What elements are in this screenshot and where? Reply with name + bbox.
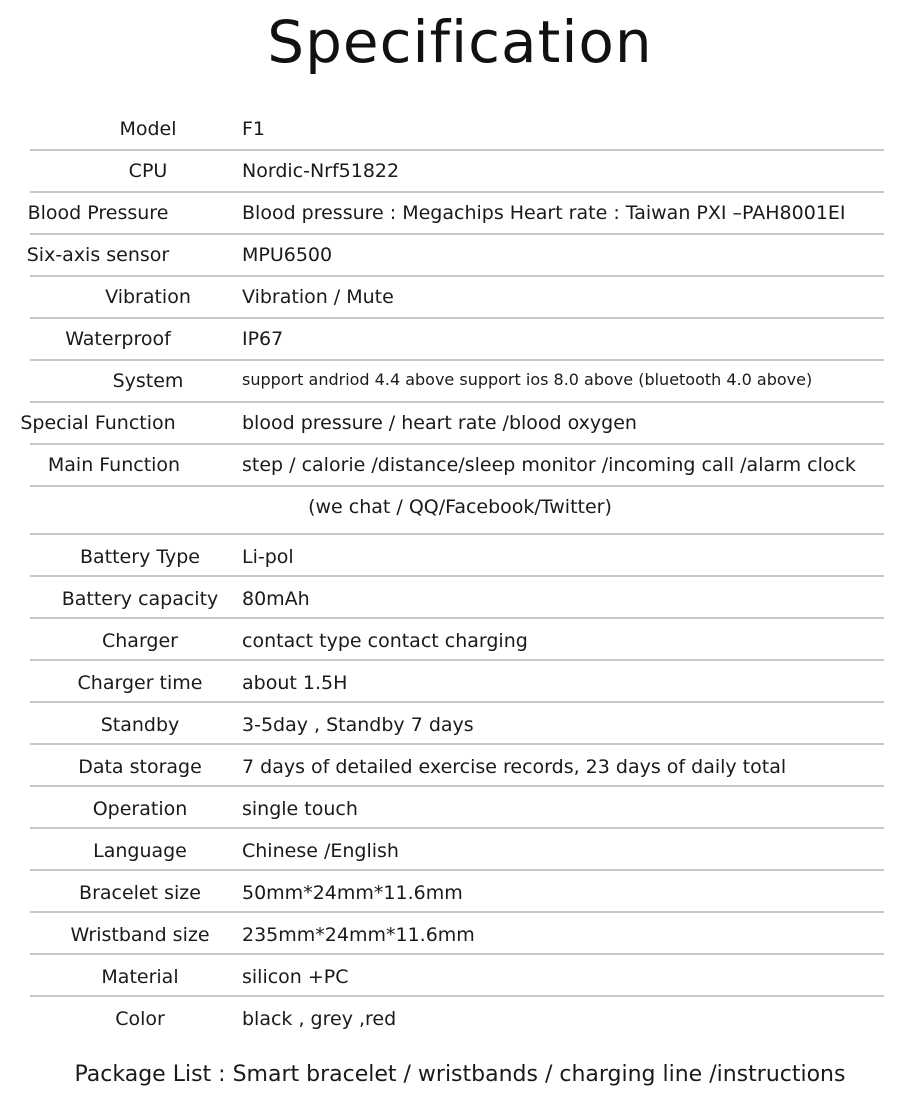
spec-label: Wristband size [70,924,210,946]
spec-value: Chinese /English [242,840,399,862]
spec-label: Special Function [20,412,176,434]
spec-value: IP67 [242,328,284,350]
spec-label: Battery capacity [61,588,219,610]
row-divider [30,869,884,871]
spec-value: Vibration / Mute [242,286,394,308]
spec-label: Battery Type [79,546,200,568]
spec-label: Material [101,966,179,988]
spec-value: Li-pol [242,546,294,568]
spec-value: single touch [242,798,358,820]
spec-label: System [112,370,184,392]
main-function-extra: (we chat / QQ/Facebook/Twitter) [308,496,612,518]
spec-label: Six-axis sensor [26,244,170,266]
row-divider [30,617,884,619]
spec-label: Vibration [105,286,191,308]
row-divider [30,953,884,955]
spec-value: 235mm*24mm*11.6mm [242,924,475,946]
spec-value: 50mm*24mm*11.6mm [242,882,463,904]
spec-label: Data storage [78,756,202,778]
spec-value: MPU6500 [242,244,333,266]
package-list: Package List : Smart bracelet / wristbands / charging line /instructions [74,1062,846,1087]
spec-value: support andriod 4.4 above support ios 8.0 above (bluetooth 4.0 above) [242,370,813,389]
spec-label: Language [93,840,187,862]
row-divider [30,785,884,787]
spec-label: Charger [102,630,178,652]
row-divider [30,995,884,997]
spec-value: Nordic-Nrf51822 [242,160,400,182]
spec-label: Operation [92,798,188,820]
row-divider [30,443,884,445]
spec-value: step / calorie /distance/sleep monitor /incoming call /alarm clock [242,454,856,476]
spec-label: Bracelet size [79,882,201,904]
spec-label: Standby [100,714,180,736]
spec-value: about 1.5H [242,672,348,694]
spec-label: Main Function [47,454,181,476]
spec-label: Waterproof [65,328,171,350]
spec-label: Blood Pressure [27,202,169,224]
row-divider [30,191,884,193]
spec-value: black , grey ,red [242,1008,397,1030]
row-divider [30,743,884,745]
row-divider [30,575,884,577]
spec-label: CPU [128,160,168,182]
row-divider [30,233,884,235]
row-divider [30,701,884,703]
spec-label: Charger time [77,672,203,694]
row-divider [30,275,884,277]
spec-value: blood pressure / heart rate /blood oxygen [242,412,637,434]
row-divider [30,911,884,913]
spec-label: Color [115,1008,165,1030]
row-divider [30,659,884,661]
row-divider [30,485,884,487]
spec-value: Blood pressure : Megachips Heart rate : Taiwan PXI –PAH8001EI [242,202,846,224]
row-divider [30,533,884,535]
row-divider [30,401,884,403]
spec-value: 7 days of detailed exercise records, 23 days of daily total [242,756,787,778]
row-divider [30,359,884,361]
spec-value: F1 [242,118,266,140]
page-title: Specification [267,8,653,76]
row-divider [30,827,884,829]
row-divider [30,317,884,319]
spec-value: 80mAh [242,588,310,610]
spec-value: contact type contact charging [242,630,528,652]
spec-label: Model [119,118,177,140]
row-divider [30,149,884,151]
spec-value: silicon +PC [242,966,349,988]
spec-value: 3-5day , Standby 7 days [242,714,474,736]
